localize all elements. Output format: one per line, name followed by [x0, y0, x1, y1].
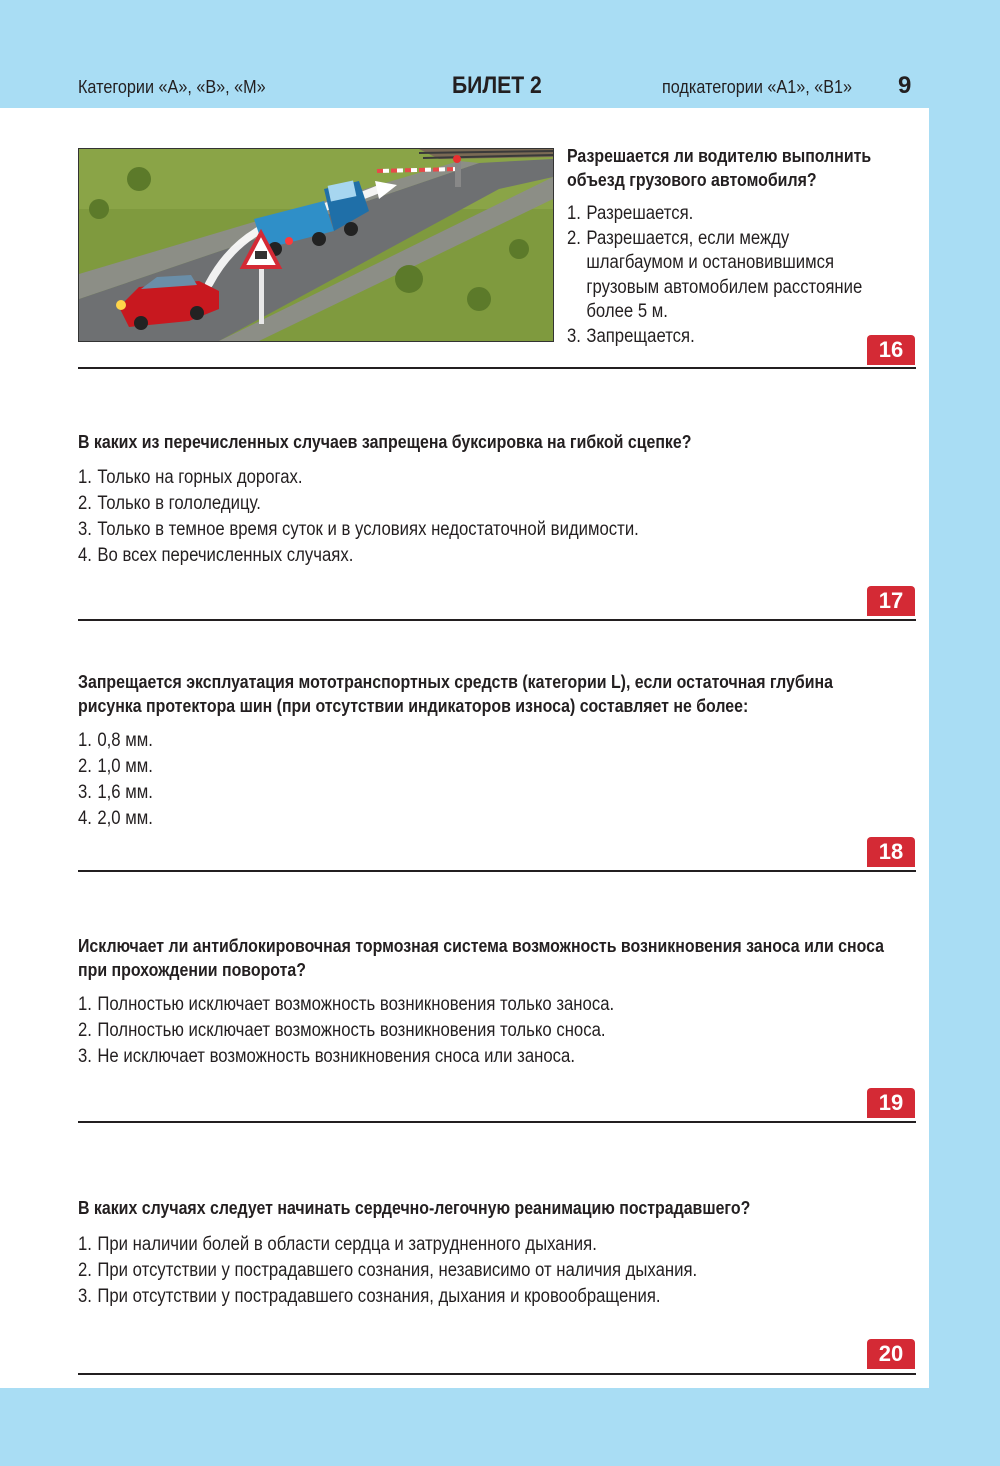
- answer-text: 1,0 мм.: [97, 756, 153, 777]
- answer-option[interactable]: [78, 1018, 614, 1044]
- answer-text: Только в темное время суток и в условиях недостаточной видимости.: [97, 519, 639, 540]
- answer-text: При отсутствии у пострадавшего сознания, независимо от наличия дыхания.: [97, 1260, 698, 1281]
- answer-number: 2.: [78, 493, 92, 514]
- question-16-illustration: [78, 148, 554, 342]
- header-subcategories: подкатегории «А1», «В1»: [662, 77, 853, 97]
- answer-text: При отсутствии у пострадавшего сознания, дыхания и кровообращения.: [97, 1286, 661, 1307]
- question-17-answers: [78, 465, 639, 569]
- page-header: [0, 0, 1000, 108]
- question-18-title: [78, 670, 833, 718]
- answer-option[interactable]: [78, 465, 639, 491]
- answer-text: Полностью исключает возможность возникновения только заноса.: [97, 994, 615, 1015]
- question-19-title: [78, 934, 884, 982]
- question-18-answers: [78, 728, 153, 832]
- question-20-number-badge: 20: [867, 1339, 915, 1369]
- answer-number: 3.: [78, 782, 92, 803]
- question-16-title-line-2: объезд грузового автомобиля?: [567, 169, 817, 190]
- ticket-title: БИЛЕТ 2: [452, 72, 542, 99]
- page-number: 9: [898, 72, 912, 99]
- answer-number: 3.: [567, 325, 581, 347]
- answer-number: 3.: [78, 1046, 92, 1067]
- question-19-answers: [78, 992, 614, 1070]
- divider: [78, 619, 916, 621]
- answer-number: 1.: [78, 1234, 92, 1255]
- answer-option[interactable]: [78, 1232, 697, 1258]
- question-16-number-badge: 16: [867, 335, 915, 365]
- answer-text: Только в гололедицу.: [97, 493, 261, 514]
- answer-number: 1.: [78, 467, 92, 488]
- question-19-title-line-1: Исключает ли антиблокировочная тормозная система возможность возникновения заноса или сноса: [78, 935, 885, 956]
- answer-number: 1.: [567, 203, 581, 224]
- question-20-title-line-1: В каких случаях следует начинать сердечно-легочную реанимацию пострадавшего?: [78, 1197, 751, 1218]
- question-16-title-line-1: Разрешается ли водителю выполнить: [567, 145, 872, 166]
- answer-option[interactable]: [78, 754, 153, 780]
- answer-number: 4.: [78, 545, 92, 566]
- question-18-title-line-1: Запрещается эксплуатация мототранспортных средств (категории L), если остаточная глубина: [78, 671, 833, 692]
- question-20-title: [78, 1196, 750, 1220]
- answer-number: 2.: [78, 756, 92, 777]
- answer-option[interactable]: [78, 1258, 697, 1284]
- question-17-title: [78, 430, 691, 454]
- header-categories: Категории «А», «В», «М»: [78, 77, 266, 97]
- divider: [78, 1121, 916, 1123]
- answer-option[interactable]: [78, 543, 639, 569]
- answer-number: 1.: [78, 994, 92, 1015]
- answer-option[interactable]: [78, 1044, 614, 1070]
- answer-text: 2,0 мм.: [97, 808, 153, 829]
- question-16-title: [567, 144, 871, 192]
- divider: [78, 367, 916, 369]
- question-19-number-badge: 19: [867, 1088, 915, 1118]
- divider: [78, 870, 916, 872]
- question-20-answers: [78, 1232, 697, 1310]
- answer-text: 0,8 мм.: [97, 730, 153, 751]
- answer-text: Не исключает возможность возникновения сноса или заноса.: [97, 1046, 575, 1067]
- answer-number: 2.: [78, 1020, 92, 1041]
- answer-option[interactable]: [78, 806, 153, 832]
- answer-text: Только на горных дорогах.: [97, 467, 303, 488]
- question-16-answers: [567, 202, 862, 349]
- divider: [78, 1373, 916, 1375]
- answer-option[interactable]: [567, 227, 862, 325]
- question-19-title-line-2: при прохождении поворота?: [78, 959, 306, 980]
- answer-text: Разрешается, если между шлагбаумом и остановившимся грузовым автомобилем расстояние более 5 м.: [586, 227, 863, 322]
- question-18-title-line-2: рисунка протектора шин (при отсутствии индикаторов износа) составляет не более:: [78, 695, 749, 716]
- answer-option[interactable]: [567, 202, 862, 227]
- answer-text: Во всех перечисленных случаях.: [97, 545, 354, 566]
- answer-text: Запрещается.: [586, 325, 695, 347]
- answer-option[interactable]: [78, 728, 153, 754]
- question-18-number-badge: 18: [867, 837, 915, 867]
- answer-text: При наличии болей в области сердца и затрудненного дыхания.: [97, 1234, 597, 1255]
- question-17-number-badge: 17: [867, 586, 915, 616]
- answer-option[interactable]: [78, 491, 639, 517]
- question-17-title-line-1: В каких из перечисленных случаев запрещена буксировка на гибкой сцепке?: [78, 431, 692, 452]
- answer-option[interactable]: [78, 1284, 697, 1310]
- answer-option[interactable]: [78, 992, 614, 1018]
- answer-number: 2.: [78, 1260, 92, 1281]
- answer-number: 2.: [567, 227, 581, 249]
- answer-number: 3.: [78, 1286, 92, 1307]
- answer-option[interactable]: [78, 517, 639, 543]
- answer-number: 1.: [78, 730, 92, 751]
- answer-text: 1,6 мм.: [97, 782, 153, 803]
- answer-text: Разрешается.: [586, 203, 694, 224]
- answer-option[interactable]: [567, 325, 862, 350]
- answer-number: 3.: [78, 519, 92, 540]
- answer-text: Полностью исключает возможность возникновения только сноса.: [97, 1020, 606, 1041]
- answer-number: 4.: [78, 808, 92, 829]
- answer-option[interactable]: [78, 780, 153, 806]
